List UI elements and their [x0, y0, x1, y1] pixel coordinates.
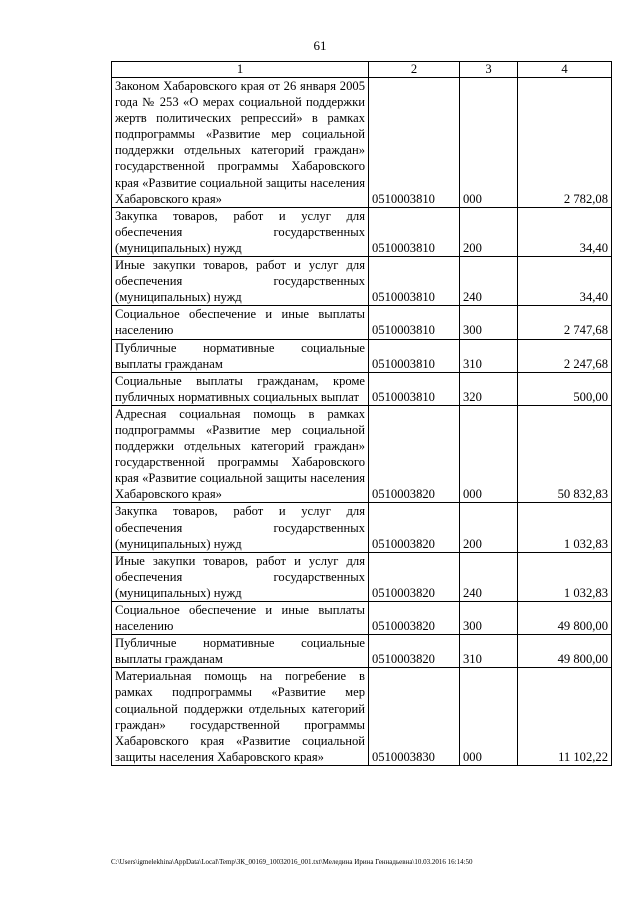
row-description: Адресная социальная помощь в рамках подпрограммы «Развитие мер социальной поддержки отдельных категорий граждан» государственной программы Хабаровского края «Развитие социальной защиты населения Хабаровского края» [112, 405, 369, 503]
row-amount: 34,40 [518, 207, 612, 256]
row-target-code: 0510003820 [369, 503, 460, 552]
table-row [112, 602, 612, 635]
table-row [112, 339, 612, 372]
table-row [112, 78, 612, 208]
budget-table [111, 61, 612, 766]
row-target-code: 0510003810 [369, 306, 460, 339]
row-expense-type: 240 [460, 552, 518, 601]
row-description: Социальные выплаты гражданам, кроме публичных нормативных социальных выплат [112, 372, 369, 405]
row-target-code: 0510003810 [369, 207, 460, 256]
row-description: Социальное обеспечение и иные выплаты населению [112, 306, 369, 339]
table-row [112, 503, 612, 552]
row-target-code: 0510003820 [369, 602, 460, 635]
row-expense-type: 240 [460, 257, 518, 306]
row-target-code: 0510003820 [369, 552, 460, 601]
footer-file-path: C:\Users\igmelekhina\AppData\Local\Temp\ЗК_00169_10032016_001.txt\Меледина Ирина Геннадьевна\10.03.2016 16:14:50 [111, 858, 473, 866]
table-row [112, 635, 612, 668]
table-row [112, 552, 612, 601]
header-col-1: 1 [112, 62, 369, 78]
row-description: Иные закупки товаров, работ и услуг для обеспечения государственных (муниципальных) нужд [112, 257, 369, 306]
row-expense-type: 310 [460, 635, 518, 668]
row-amount: 1 032,83 [518, 552, 612, 601]
row-target-code: 0510003810 [369, 372, 460, 405]
row-target-code: 0510003810 [369, 257, 460, 306]
header-col-3: 3 [460, 62, 518, 78]
row-target-code: 0510003810 [369, 78, 460, 208]
row-amount: 2 747,68 [518, 306, 612, 339]
row-target-code: 0510003830 [369, 668, 460, 766]
row-expense-type: 300 [460, 602, 518, 635]
row-target-code: 0510003820 [369, 405, 460, 503]
row-amount: 50 832,83 [518, 405, 612, 503]
page-number: 61 [313, 38, 327, 53]
row-description: Законом Хабаровского края от 26 января 2005 года № 253 «О мерах социальной поддержки жертв политических репрессий» в рамках подпрограммы «Развитие мер социальной поддержки отдельных категорий граждан» государственной программы Хабаровского края «Развитие социальной защиты населения Хабаровского края» [112, 78, 369, 208]
row-expense-type: 300 [460, 306, 518, 339]
table-row [112, 207, 612, 256]
row-amount: 49 800,00 [518, 635, 612, 668]
row-expense-type: 000 [460, 78, 518, 208]
table-row [112, 668, 612, 766]
row-amount: 11 102,22 [518, 668, 612, 766]
header-col-4: 4 [518, 62, 612, 78]
header-col-2: 2 [369, 62, 460, 78]
row-description: Материальная помощь на погребение в рамках подпрограммы «Развитие мер социальной поддержки отдельных категорий граждан» государственной программы Хабаровского края «Развитие социальной защиты населения Хабаровского края» [112, 668, 369, 766]
row-amount: 500,00 [518, 372, 612, 405]
table-row [112, 372, 612, 405]
row-expense-type: 000 [460, 668, 518, 766]
row-description: Закупка товаров, работ и услуг для обеспечения государственных (муниципальных) нужд [112, 503, 369, 552]
row-expense-type: 200 [460, 503, 518, 552]
table-row [112, 405, 612, 503]
row-description: Публичные нормативные социальные выплаты гражданам [112, 339, 369, 372]
row-description: Закупка товаров, работ и услуг для обеспечения государственных (муниципальных) нужд [112, 207, 369, 256]
row-expense-type: 200 [460, 207, 518, 256]
row-expense-type: 320 [460, 372, 518, 405]
row-description: Иные закупки товаров, работ и услуг для обеспечения государственных (муниципальных) нужд [112, 552, 369, 601]
row-description: Социальное обеспечение и иные выплаты населению [112, 602, 369, 635]
table-row [112, 306, 612, 339]
row-amount: 1 032,83 [518, 503, 612, 552]
row-target-code: 0510003820 [369, 635, 460, 668]
row-description: Публичные нормативные социальные выплаты гражданам [112, 635, 369, 668]
row-target-code: 0510003810 [369, 339, 460, 372]
row-amount: 2 782,08 [518, 78, 612, 208]
row-amount: 34,40 [518, 257, 612, 306]
row-amount: 49 800,00 [518, 602, 612, 635]
row-expense-type: 310 [460, 339, 518, 372]
row-amount: 2 247,68 [518, 339, 612, 372]
header-row [112, 62, 612, 78]
table-row [112, 257, 612, 306]
row-expense-type: 000 [460, 405, 518, 503]
